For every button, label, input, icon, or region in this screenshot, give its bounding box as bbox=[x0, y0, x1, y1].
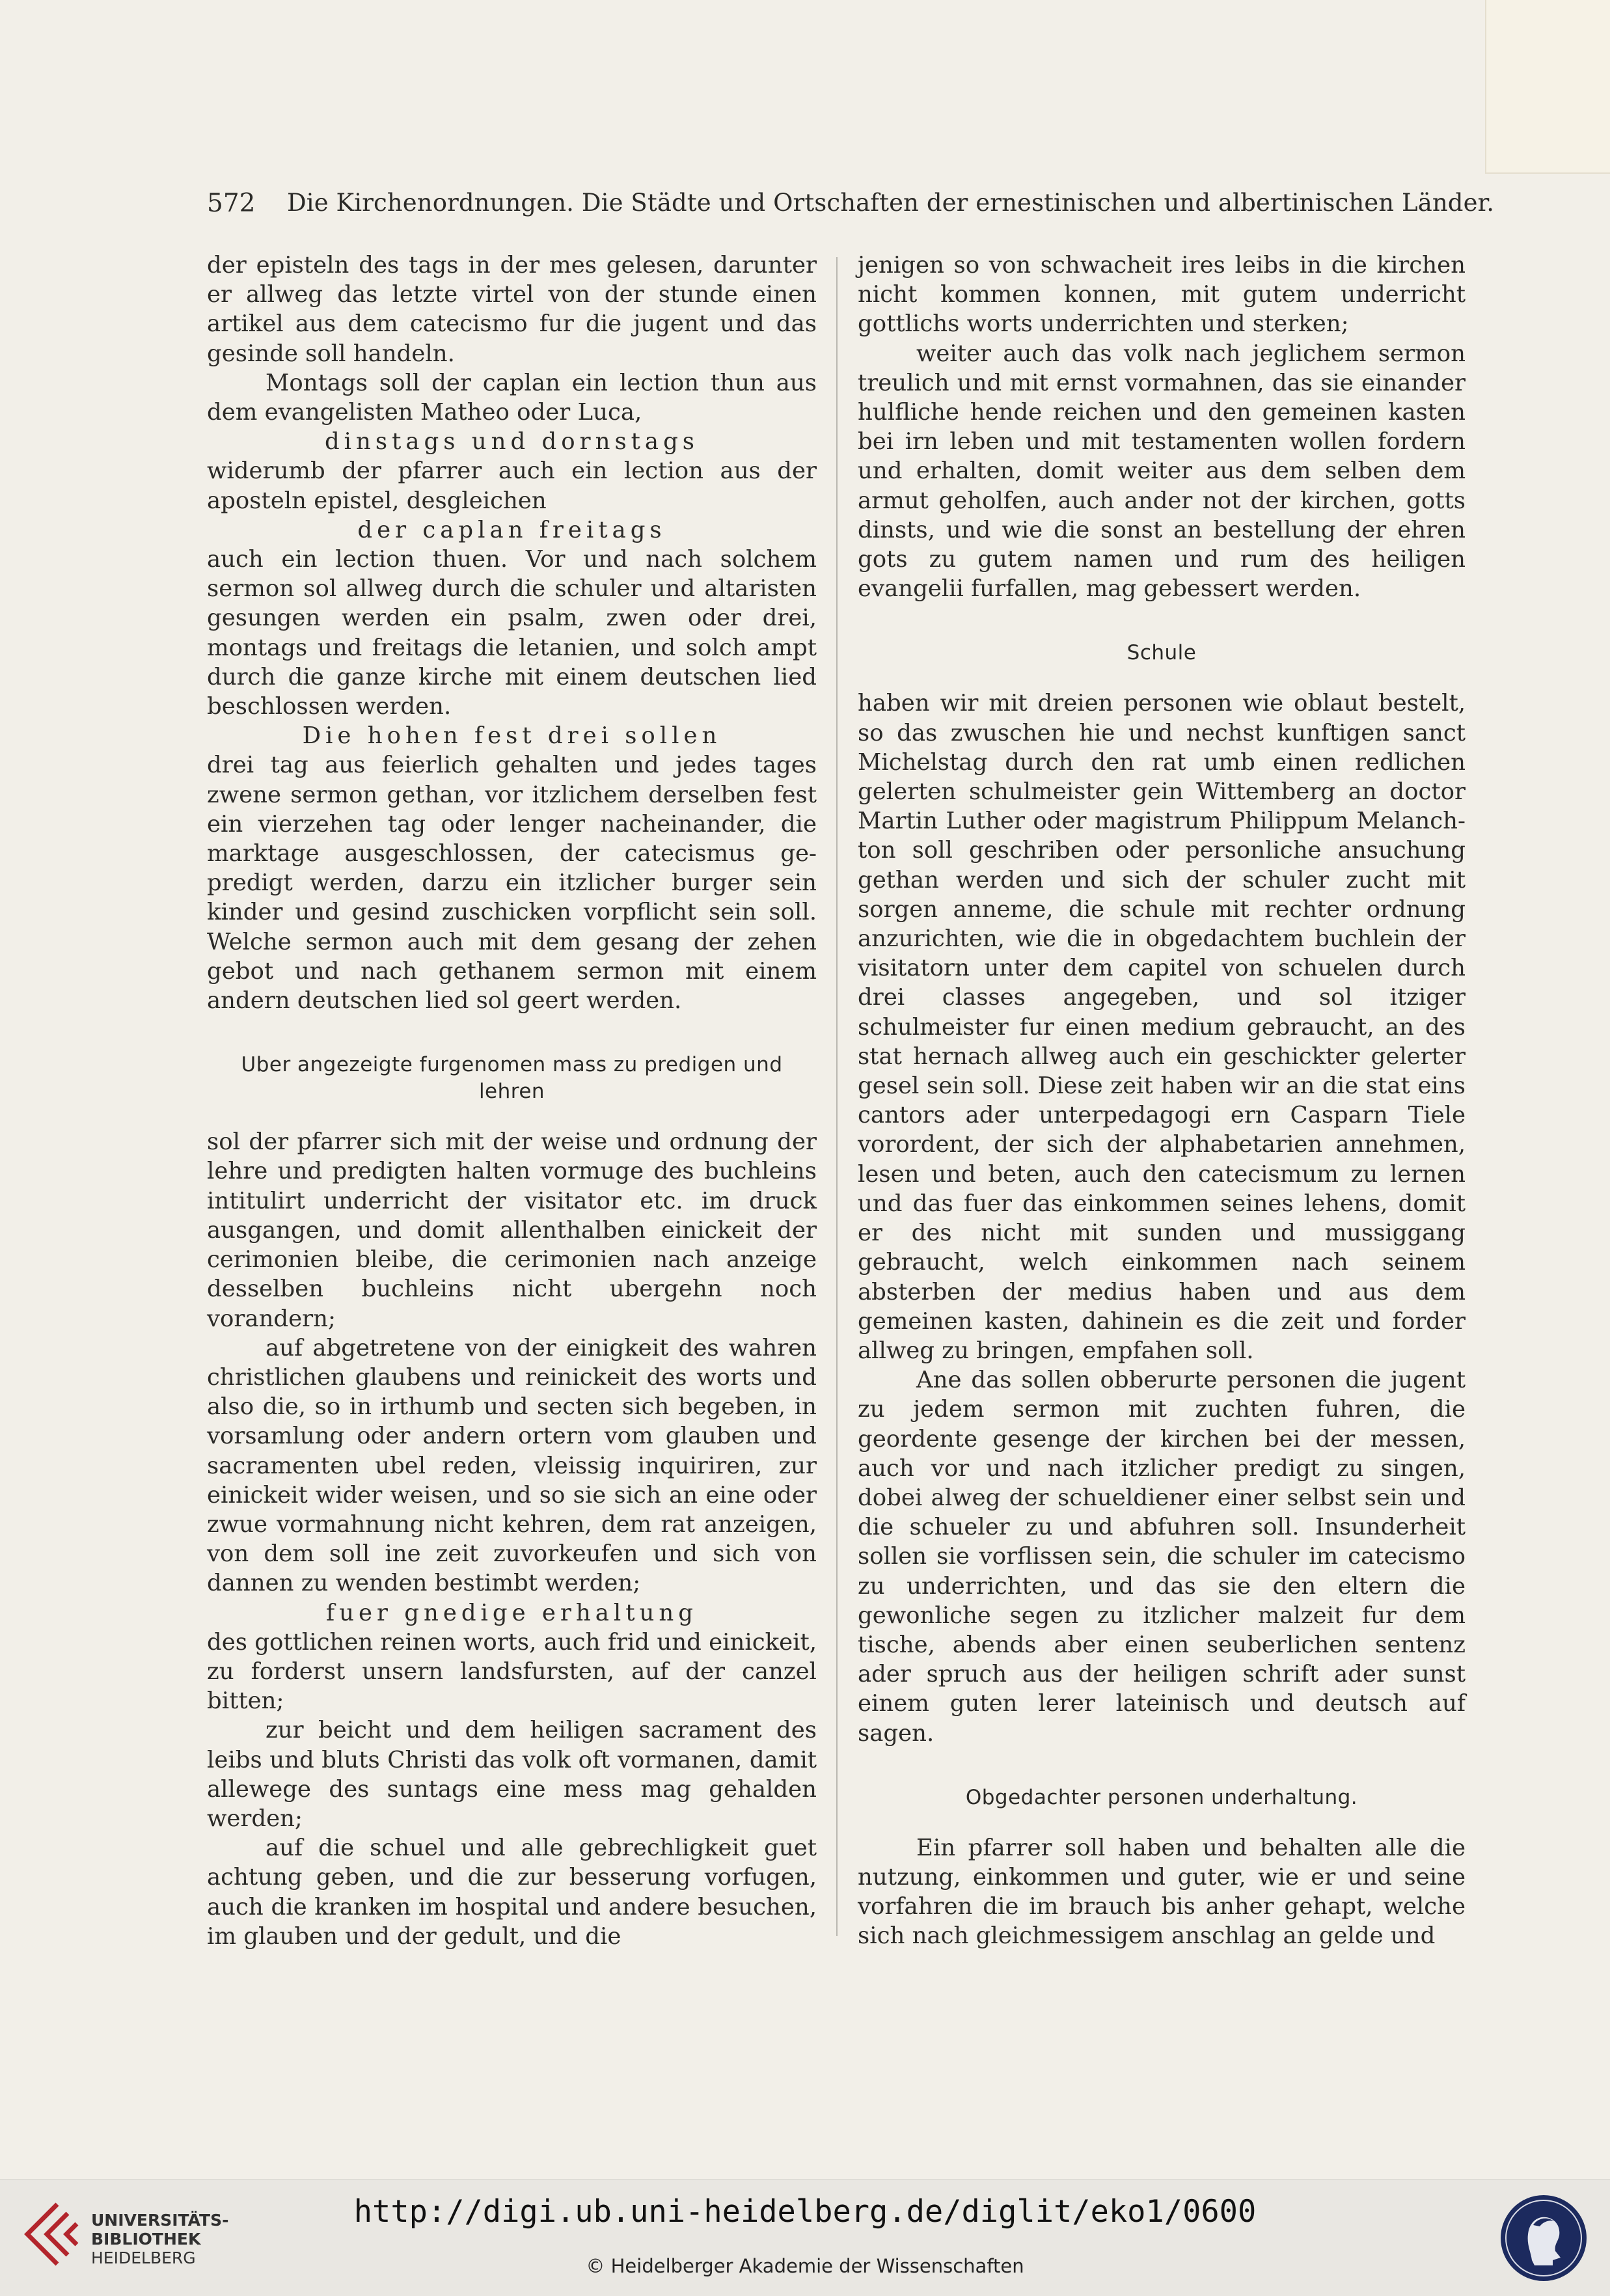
paragraph: auf abgetretene von der einigkeit des wahren christlichen glaubens und reinickeit des worts und also die, so in irthumb und secten sich begeben, in vorsamlung oder andern ortern vom glauben und sacramenten ubel reden, vleissig inquiriren, zur einickeit wider weisen, und so sie sich an eine oder zwue vormahnung nicht kehren, dem rat anzeigen, von dem soll ine zeit zuvorkeufen und sich von dannen zu wenden bestimbt werden; bbox=[207, 1334, 817, 1597]
spaced-caption: fuer gnedige erhaltung bbox=[325, 1599, 698, 1626]
page-number: 572 bbox=[207, 189, 256, 218]
copyright-notice: © Heidelberger Akademie der Wissenschaften bbox=[586, 2255, 1024, 2277]
section-heading-underhaltung: Obgedachter personen underhaltung. bbox=[965, 1785, 1358, 1809]
right-column bbox=[858, 251, 1466, 1951]
academy-seal-icon[interactable] bbox=[1498, 2193, 1589, 2284]
page-header bbox=[207, 189, 1495, 228]
scan-edge bbox=[1485, 0, 1610, 174]
paragraph: weiter auch das volk nach jeglichem sermon treulich und mit ernst vormahnen, das sie einander hulfliche hende reichen und den gemeinen kasten bei irn leben und mit testamenten wollen fordern und erhalten, domit weiter aus dem selben dem armut geholfen, auch ander not der kirchen, gotts dinsts, und wie die sonst an bestellung der ehren gots zu gutem namen und rum des heiligen evangelii furfallen, mag gebessert werden. bbox=[858, 340, 1466, 603]
running-title: Die Kirchenordnungen. Die Städte und Ortschaften der ernestinischen und albertinischen Länder. bbox=[287, 189, 1495, 217]
paragraph: sol der pfarrer sich mit der weise und ordnung der lehre und predigten halten vormuge des buchleins intitulirt underricht der visitator etc. im druck ausgangen, und domit allenthalben einickeit der cerimonien bleibe, die cerimonien nach anzeige desselben buchleins nicht ubergehn noch vorandern; bbox=[207, 1128, 817, 1332]
spaced-caption: dinstags und dornstags bbox=[324, 428, 700, 456]
paragraph: auch ein lection thuen. Vor und nach solchem sermon sol allweg durch die schuler und altaristen gesungen werden ein psalm, zwen oder drei, montags und freitags die letanien, und solch ampt durch die ganze kirche mit einem deutschen lied beschlossen werden. bbox=[207, 546, 817, 720]
library-line: UNIVERSITÄTS- bbox=[91, 2211, 229, 2230]
spaced-caption: der caplan freitags bbox=[357, 516, 666, 543]
section-heading-schule: Schule bbox=[1126, 641, 1197, 665]
paragraph: des gottlichen reinen worts, auch frid und einickeit, zu forderst unsern landsfursten, auf der canzel bitten; bbox=[207, 1628, 817, 1715]
footer-bar bbox=[0, 2179, 1610, 2296]
section-heading: Uber angezeigte furgenomen mass zu predigen und lehren bbox=[241, 1053, 783, 1104]
paragraph: drei tag aus feierlich gehalten und jedes tages zwene sermon gethan, vor itzlichem derselben fest ein vierzehen tag oder lenger nacheinander, die marktage ausgeschlossen, der catecismus gepredigt werden, darzu ein itzlicher burger sein kinder und gesind zuschicken vorpflicht sein soll. Welche sermon auch mit dem gesang der zehen gebot und nach gethanem sermon mit einem andern deutschen lied sol geert werden. bbox=[207, 752, 817, 1015]
library-line: HEIDELBERG bbox=[91, 2248, 196, 2267]
paragraph: zur beicht und dem heiligen sacrament des leibs und bluts Christi das volk oft vormanen, damit allewege des suntags eine mess mag gehalden werden; bbox=[207, 1717, 817, 1832]
paragraph: der episteln des tags in der mes gelesen, darunter er allweg das letzte virtel von der stunde einen artikel aus dem catecismo fur die jugent und das gesinde soll handeln. bbox=[207, 252, 817, 367]
column-divider bbox=[836, 257, 838, 1936]
permalink-url[interactable]: http://digi.ub.uni-heidelberg.de/diglit/eko1/0600 bbox=[353, 2194, 1257, 2230]
library-line: BIBLIOTHEK bbox=[91, 2230, 201, 2248]
paragraph: auf die schuel und alle gebrechligkeit guet achtung geben, und die zur besserung vorfugen, auch die kranken im hospital und andere besuchen, im glauben und der gedult, und die bbox=[207, 1835, 817, 1950]
spaced-caption: Die hohen fest drei sollen bbox=[302, 722, 722, 750]
paragraph: Ane das sollen obberurte personen die jugent zu jedem sermon mit zuchten fuhren, die geordente gesenge der kirchen bei der messen, auch vor und nach itzlicher predigt zu singen, dobei alweg der schueldiener einer selbst sein und die schueler zu und abfuhren soll. Insunderheit sollen sie vorflissen sein, die schuler im catecismo zu underrichten, und das sie den eltern die gewonliche segen zu itzlicher malzeit fur dem tische, abends aber einen seuberlichen sentenz ader spruch aus der heiligen schrift ader sunst einem guten lerer lateinisch und deutsch auf sagen. bbox=[858, 1367, 1466, 1747]
paragraph: widerumb der pfarrer auch ein lection aus der aposteln epistel, desgleichen bbox=[207, 458, 817, 514]
left-column bbox=[207, 251, 817, 1951]
paragraph: haben wir mit dreien personen wie oblaut bestelt, so das zwuschen hie und nechst kunftigen sanct Michelstag durch den rat umb einen redlichen gelerten schulmeister gein Wittemberg an doctor Martin Luther oder magistrum Philippum Melanchton soll geschriben oder personliche ansuchung gethan werden und sich der schuler zucht mit sorgen anneme, die schule mit rechter ordnung anzurichten, wie die in obgedachtem buchlein der visitatorn unter dem capitel von schuelen durch drei classes angegeben, und sol itziger schulmeister fur einen medium gebraucht, an des stat hernach allweg auch ein geschickter gelerter gesel sein soll. Diese zeit haben wir an die stat eins cantors ader unterpedagogi ern Casparn Tiele vorordent, der sich der alphabetarien annehmen, lesen und beten, auch den catecismum zu lernen und das fuer das einkommen seines lehens, domit er des nicht mit sunden und mussiggang gebraucht, welch einkommen nach seinem absterben der medius haben und aus dem gemeinen kasten, dahinein es die zeit und forder allweg zu bringen, empfahen soll. bbox=[858, 690, 1466, 1364]
paragraph: jenigen so von schwacheit ires leibs in die kirchen nicht kommen konnen, mit gutem underricht gottlichs worts underrichten und sterken; bbox=[858, 252, 1466, 338]
paragraph: Ein pfarrer soll haben und behalten alle die nutzung, einkommen und guter, wie er und seine vorfahren die im brauch bis anher gehapt, welche sich nach gleichmessigem anschlag an gelde und bbox=[858, 1834, 1466, 1950]
paragraph: Montags soll der caplan ein lection thun aus dem evangelisten Matheo oder Luca, bbox=[207, 369, 817, 426]
